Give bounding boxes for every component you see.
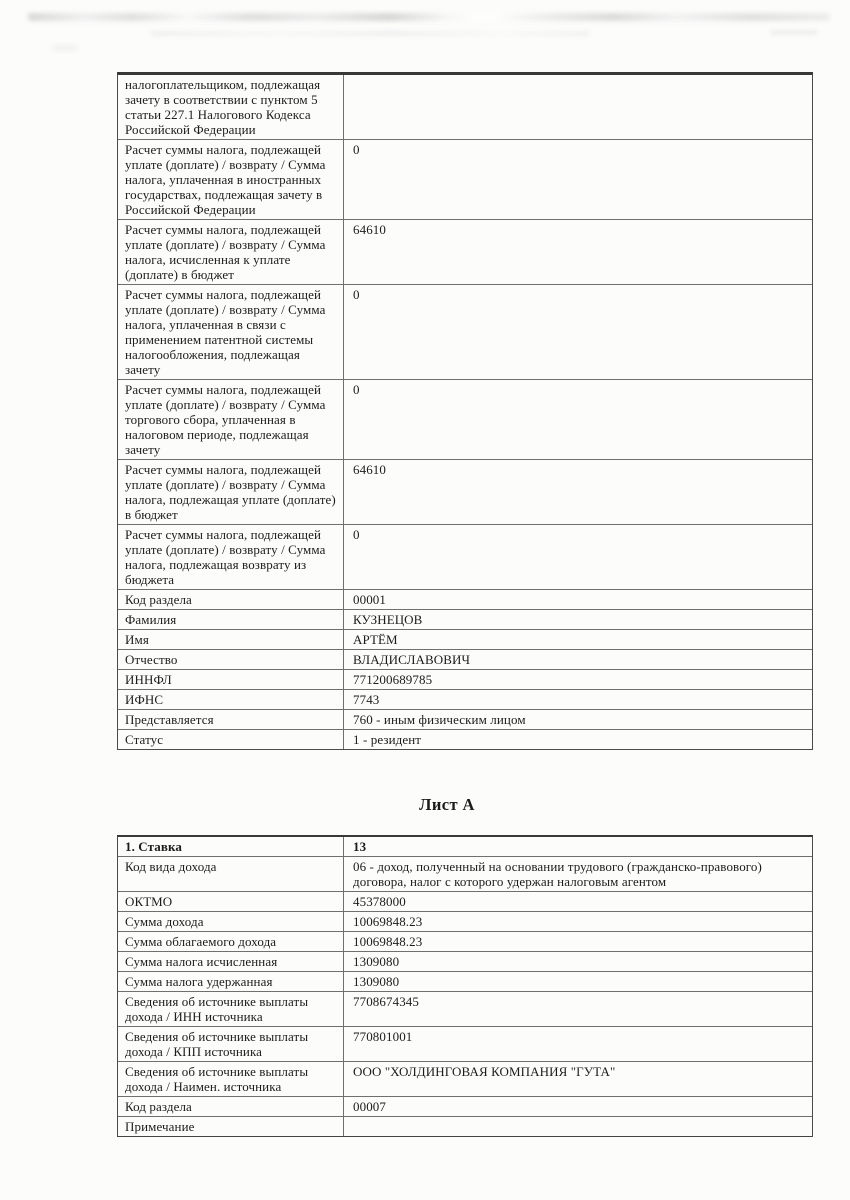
table-row xyxy=(118,1096,812,1116)
row-value: ВЛАДИСЛАВОВИЧ xyxy=(353,652,471,667)
table-row xyxy=(118,1061,812,1096)
row-value: 1309080 xyxy=(353,954,400,969)
row-label: Отчество xyxy=(118,650,344,669)
row-label: Имя xyxy=(118,630,344,649)
table-row xyxy=(118,971,812,991)
row-value: 770801001 xyxy=(353,1029,413,1044)
row-label: Фамилия xyxy=(118,610,344,629)
scan-smudge xyxy=(52,45,78,51)
row-value: 7708674345 xyxy=(353,994,419,1009)
row-value: 760 - иным физическим лицом xyxy=(353,712,526,727)
row-label: Расчет суммы налога, подлежащей уплате (доплате) / возврату / Сумма налога, исчисленная к уплате (доплате) в бюджет xyxy=(118,220,344,284)
table-row xyxy=(118,891,812,911)
row-value: 1309080 xyxy=(353,974,400,989)
row-value: 64610 xyxy=(353,222,386,237)
row-label: Код вида дохода xyxy=(118,857,344,891)
table-row xyxy=(118,837,812,856)
row-value: КУЗНЕЦОВ xyxy=(353,612,423,627)
table-row xyxy=(118,284,812,379)
row-value: 13 xyxy=(353,839,367,854)
row-label: ОКТМО xyxy=(118,892,344,911)
row-label: Сумма дохода xyxy=(118,912,344,931)
row-label: Сведения об источнике выплаты дохода / КПП источника xyxy=(118,1027,344,1061)
table-row xyxy=(118,139,812,219)
table-row xyxy=(118,669,812,689)
table-row xyxy=(118,75,812,139)
row-label: Сумма налога удержанная xyxy=(118,972,344,991)
row-label: Код раздела xyxy=(118,1097,344,1116)
scan-smudge xyxy=(770,30,818,35)
table-row xyxy=(118,709,812,729)
table-row xyxy=(118,931,812,951)
row-label: Расчет суммы налога, подлежащей уплате (доплате) / возврату / Сумма налога, уплаченная в иностранных государствах, подлежащая зачету в Российской Федерации xyxy=(118,140,344,219)
row-value: 45378000 xyxy=(353,894,406,909)
row-value: 7743 xyxy=(353,692,380,707)
row-label: Расчет суммы налога, подлежащей уплате (доплате) / возврату / Сумма налога, подлежащая возврату из бюджета xyxy=(118,525,344,589)
row-value: 10069848.23 xyxy=(353,934,423,949)
table-row xyxy=(118,689,812,709)
table-row xyxy=(118,589,812,609)
row-value xyxy=(344,75,812,139)
table-row xyxy=(118,629,812,649)
row-label: 1. Ставка xyxy=(118,837,344,856)
row-label: Примечание xyxy=(118,1117,344,1136)
table-row xyxy=(118,991,812,1026)
row-value: 0 xyxy=(353,142,360,157)
table-row xyxy=(118,729,812,749)
row-label: Статус xyxy=(118,730,344,749)
row-value: 771200689785 xyxy=(353,672,433,687)
row-label: налогоплательщиком, подлежащая зачету в соответствии с пунктом 5 статьи 227.1 Налогового Кодекса Российской Федерации xyxy=(118,75,344,139)
row-value: 0 xyxy=(353,527,360,542)
sheet-a-heading: Лист А xyxy=(419,795,475,814)
row-value: 00001 xyxy=(353,592,386,607)
table-row xyxy=(118,1116,812,1136)
table-row xyxy=(118,379,812,459)
table-row xyxy=(118,609,812,629)
row-label: Сведения об источнике выплаты дохода / ИНН источника xyxy=(118,992,344,1026)
row-value: ООО "ХОЛДИНГОВАЯ КОМПАНИЯ "ГУТА" xyxy=(353,1064,616,1079)
row-value: 10069848.23 xyxy=(353,914,423,929)
table-row xyxy=(118,524,812,589)
table-row xyxy=(118,856,812,891)
row-value: 00007 xyxy=(353,1099,386,1114)
table-row xyxy=(118,649,812,669)
table-row xyxy=(118,951,812,971)
row-value: 64610 xyxy=(353,462,386,477)
tax-summary-table xyxy=(117,72,813,750)
row-label: ИФНС xyxy=(118,690,344,709)
table-row xyxy=(118,219,812,284)
row-value: 1 - резидент xyxy=(353,732,422,747)
table-row xyxy=(118,911,812,931)
row-value: 06 - доход, полученный на основании трудового (гражданско-правового) договора, налог с которого удержан налоговым агентом xyxy=(353,859,762,889)
row-label: Расчет суммы налога, подлежащей уплате (доплате) / возврату / Сумма налога, уплаченная в связи с применением патентной системы налогообложения, подлежащая зачету xyxy=(118,285,344,379)
row-value: АРТЁМ xyxy=(353,632,398,647)
row-label: Расчет суммы налога, подлежащей уплате (доплате) / возврату / Сумма торгового сбора, уплаченная в налоговом периоде, подлежащая зачету xyxy=(118,380,344,459)
row-label: Сведения об источнике выплаты дохода / Наимен. источника xyxy=(118,1062,344,1096)
row-value xyxy=(344,1117,812,1136)
scan-smudge xyxy=(28,13,830,21)
row-label: Код раздела xyxy=(118,590,344,609)
row-label: Сумма налога исчисленная xyxy=(118,952,344,971)
table-row xyxy=(118,1026,812,1061)
list-a-income-table xyxy=(117,835,813,1137)
row-label: Сумма облагаемого дохода xyxy=(118,932,344,951)
row-label: Расчет суммы налога, подлежащей уплате (доплате) / возврату / Сумма налога, подлежащая уплате (доплате) в бюджет xyxy=(118,460,344,524)
row-value: 0 xyxy=(353,287,360,302)
row-value: 0 xyxy=(353,382,360,397)
row-label: ИННФЛ xyxy=(118,670,344,689)
scan-smudge xyxy=(150,31,590,36)
table-row xyxy=(118,459,812,524)
row-label: Представляется xyxy=(118,710,344,729)
